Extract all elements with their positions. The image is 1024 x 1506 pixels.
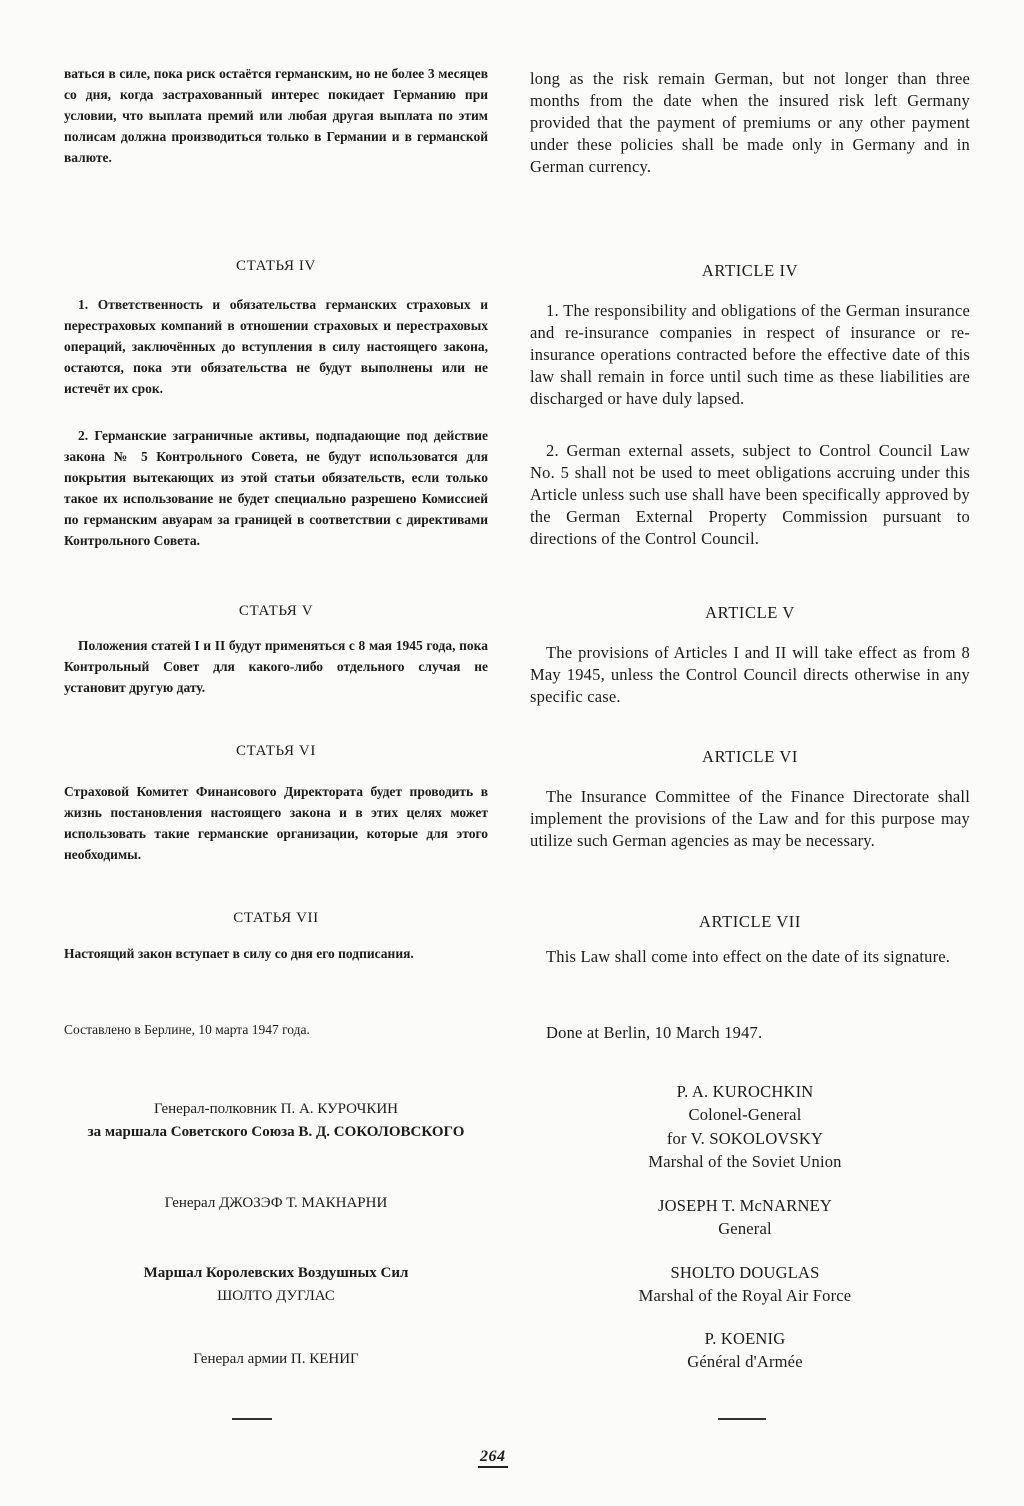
ru-article-vi-heading: СТАТЬЯ VI (236, 743, 316, 759)
en-article-iv-paragraph-1: 1. The responsibility and obligations of the German insurance and re-insurance companies in respect of insurance or re-insurance operations contracted before the effective date of this law shall remain in force until such time as these liabilities are discharged or have duly lapsed. (530, 301, 970, 409)
ru-article-v-paragraph: Положения статей I и II будут применяться с 8 мая 1945 года, пока Контрольный Совет для какого-либо отдельного случая не установит другую дату. (64, 638, 488, 695)
en-article-iv-heading: ARTICLE IV (701, 261, 799, 280)
en-sig3-rank: Marshal of the Royal Air Force (638, 1286, 852, 1306)
ru-signature-kurochkin (64, 1098, 488, 1145)
en-sig1-rank: Colonel-General (688, 1105, 802, 1125)
en-signature-douglas (520, 1261, 970, 1308)
ru-sig3-line2: ШОЛТО ДУГЛАС (217, 1288, 335, 1305)
ru-sig2: Генерал ДЖОЗЭФ Т. МАКНАРНИ (164, 1195, 388, 1211)
ru-sig1-line2: за маршала Советского Союза В. Д. СОКОЛОВСКОГО (87, 1124, 465, 1141)
en-sig3-name: SHOLTO DOUGLAS (670, 1263, 820, 1282)
ru-sig4: Генерал армии П. КЕНИГ (193, 1351, 359, 1367)
ru-sig1-line1: Генерал-полковник П. А. КУРОЧКИН (153, 1101, 399, 1117)
en-sig1-title: Marshal of the Soviet Union (648, 1152, 842, 1172)
en-article-vi-heading: ARTICLE VI (702, 747, 798, 766)
ru-sig3-line1: Маршал Королевских Воздушных Сил (143, 1265, 409, 1281)
en-sig4-name: P. KOENIG (704, 1329, 786, 1348)
en-signature-mcnarney (520, 1194, 970, 1241)
page-number: 264 (478, 1448, 508, 1468)
ru-article-iv-heading: СТАТЬЯ IV (236, 258, 316, 274)
en-carryover-paragraph: long as the risk remain German, but not longer than three months from the date when the insured risk left Germany provided that the payment of premiums or any other payment under these policies shall be made only in Germany and in German currency. (530, 69, 970, 177)
ru-carryover-paragraph: ваться в силе, пока риск остаётся германским, но не более 3 месяцев со дня, когда застрахованный интерес покидает Германию при условии, что выплата премий или любая другая выплата по этим полисам должна производиться только в Германии и в германской валюте. (64, 66, 488, 165)
ru-signature-koenig (64, 1348, 488, 1371)
ru-signature-mcnarney (64, 1192, 488, 1215)
ru-signature-douglas (64, 1262, 488, 1309)
ru-article-iv-paragraph-1: 1. Ответственность и обязательства германских страховых и перестраховых компаний в отношении страховых и перестраховых операций, заключённых до вступления в силу настоящего закона, остаются, пока эти обязательства не будут выполнены или не истечёт их срок. (64, 297, 488, 396)
ru-done-at: Составлено в Берлине, 10 марта 1947 года. (64, 1022, 310, 1037)
ru-end-rule (232, 1418, 272, 1420)
en-sig2-name: JOSEPH T. McNARNEY (658, 1196, 832, 1215)
en-sig1-for: for V. SOKOLOVSKY (666, 1128, 824, 1148)
en-article-vii-paragraph: This Law shall come into effect on the date of its signature. (546, 947, 951, 966)
ru-article-vii-heading: СТАТЬЯ VII (233, 910, 319, 926)
en-article-iv-paragraph-2: 2. German external assets, subject to Control Council Law No. 5 shall not be used to meet obligations accruing under this Article unless such use shall have been specifically approved by the German External Property Commission pursuant to directions of the Control Council. (530, 441, 970, 549)
en-done-at: Done at Berlin, 10 March 1947. (546, 1023, 763, 1042)
en-signature-kurochkin (520, 1080, 970, 1174)
ru-article-iv-paragraph-2: 2. Германские заграничные активы, подпадающие под действие закона № 5 Контрольного Совета, не будут использоватся для покрытия вытекающих из этой статьи обязательств, если только такое их использование не будет специально разрешено Комиссией по германским авуарам за границей в соответствии с директивами Контрольного Совета. (64, 428, 488, 548)
ru-article-v-heading: СТАТЬЯ V (238, 603, 314, 619)
en-article-v-heading: ARTICLE V (705, 603, 795, 622)
en-article-vi-paragraph: The Insurance Committee of the Finance Directorate shall implement the provisions of the Law and for this purpose may utilize such German agencies as may be necessary. (530, 787, 970, 851)
en-article-vii-heading: ARTICLE VII (699, 912, 801, 931)
en-sig4-rank: Général d'Armée (687, 1352, 803, 1372)
en-sig1-name: P. A. KUROCHKIN (676, 1082, 814, 1101)
en-end-rule (718, 1418, 766, 1420)
en-article-v-paragraph: The provisions of Articles I and II will take effect as from 8 May 1945, unless the Control Council directs otherwise in any specific case. (530, 643, 970, 707)
ru-article-vi-paragraph: Страховой Комитет Финансового Директората будет проводить в жизнь постановления настоящего закона и в этих целях может использовать такие германские организации, которые для этого необходимы. (64, 784, 488, 862)
ru-article-vii-paragraph: Настоящий закон вступает в силу со дня его подписания. (64, 946, 414, 961)
en-sig2-rank: General (718, 1219, 772, 1239)
en-signature-koenig (520, 1327, 970, 1374)
